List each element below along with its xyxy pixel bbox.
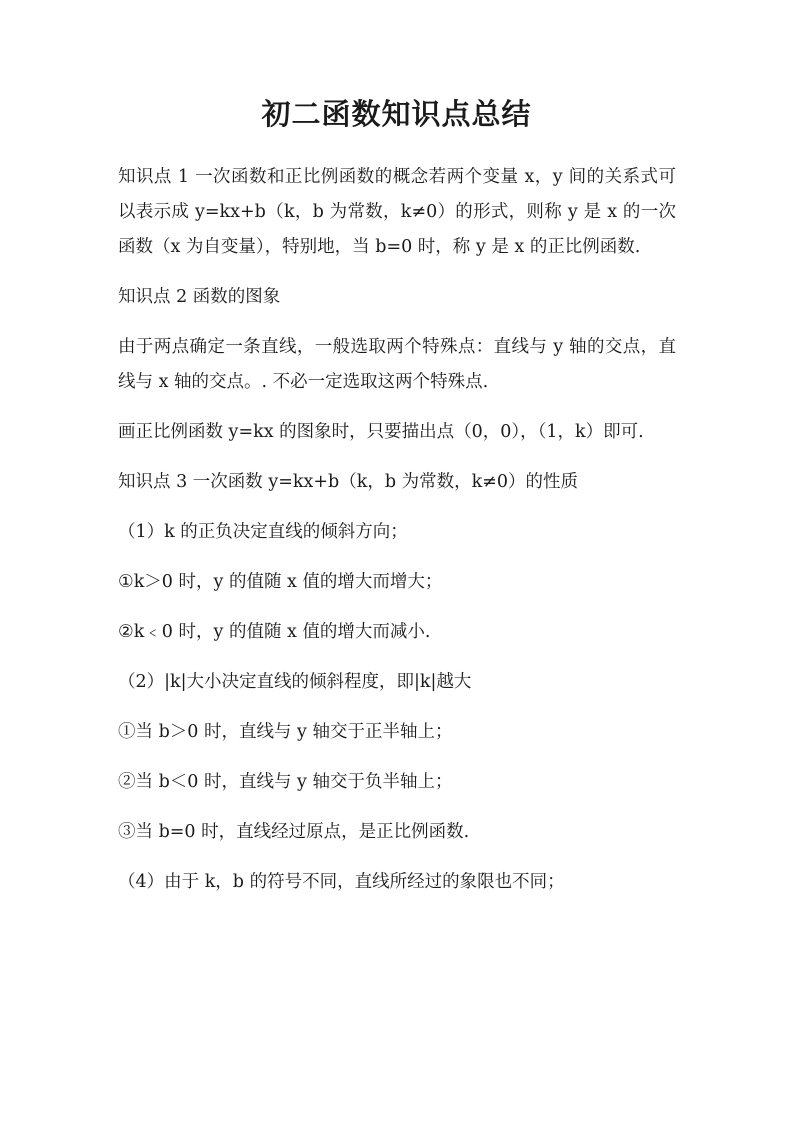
paragraph-b-positive: ①当 b＞0 时，直线与 y 轴交于正半轴上； xyxy=(118,722,453,742)
page-title: 初二函数知识点总结 xyxy=(261,97,532,131)
paragraph-quadrants: （4）由于 k，b 的符号不同，直线所经过的象限也不同； xyxy=(118,872,565,892)
paragraph-knowledge-point-3-heading: 知识点 3 一次函数 y=kx+b（k，b 为常数，k≠0）的性质 xyxy=(118,472,578,492)
document-body xyxy=(118,160,676,915)
paragraph-knowledge-point-1: 知识点 1 一次函数和正比例函数的概念若两个变量 x，y 间的关系式可以表示成 y=kx+b（k，b 为常数，k≠0）的形式，则称 y 是 x 的一次函数（x 为自变量），特别地，当 b=0 时，称 y 是 x 的正比例函数. xyxy=(118,167,676,257)
paragraph-b-negative: ②当 b＜0 时，直线与 y 轴交于负半轴上； xyxy=(118,772,453,792)
paragraph-b-zero: ③当 b=0 时，直线经过原点，是正比例函数. xyxy=(118,822,470,842)
paragraph-k-sign: （1）k 的正负决定直线的倾斜方向； xyxy=(118,522,408,542)
paragraph-k-positive: ①k＞0 时，y 的值随 x 值的增大而增大； xyxy=(118,572,443,592)
paragraph-knowledge-point-2-heading: 知识点 2 函数的图象 xyxy=(118,287,281,307)
paragraph-proportional-graph: 画正比例函数 y=kx 的图象时，只要描出点（0，0），（1，k）即可. xyxy=(118,422,644,442)
paragraph-k-magnitude: （2）|k|大小决定直线的倾斜程度，即|k|越大 xyxy=(118,672,472,692)
paragraph-two-points-line: 由于两点确定一条直线，一般选取两个特殊点：直线与 y 轴的交点，直线与 x 轴的交点。. 不必一定选取这两个特殊点. xyxy=(118,337,676,392)
paragraph-k-negative: ②k﹤0 时，y 的值随 x 值的增大而减小. xyxy=(118,622,431,642)
